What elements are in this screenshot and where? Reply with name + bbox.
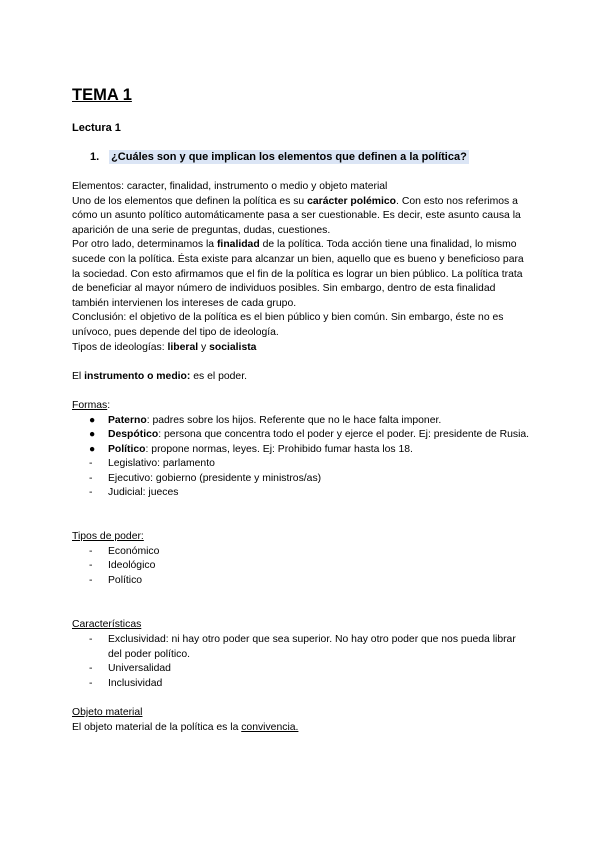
question-number: 1.	[90, 151, 100, 163]
dash-marker: -	[89, 574, 93, 586]
question-text: ¿Cuáles son y que implican los elementos que definen a la política?	[111, 151, 467, 163]
term-liberal: liberal	[167, 341, 199, 353]
term-finalidad: finalidad	[216, 239, 260, 251]
formas-list	[72, 414, 532, 502]
list-item: ● Despótico: persona que concentra todo el poder y ejerce el poder. Ej: presidente de Rusia.	[72, 428, 532, 443]
list-item: - Inclusividad	[72, 677, 532, 692]
tipos-poder-list	[72, 545, 532, 589]
bullet-marker: ●	[89, 414, 96, 426]
spacer	[72, 501, 532, 530]
conclusion-paragraph: Conclusión: el objetivo de la política es el bien público y bien común. Sin embargo, éste no es unívoco, pues depende del tipo de ideología.	[72, 312, 504, 338]
bullet-marker: ●	[89, 429, 96, 441]
objeto-line: El objeto material de la política es la convivencia.	[72, 721, 299, 733]
list-item: - Exclusividad: ni hay otro poder que sea superior. No hay otro poder que nos pueda librar del poder político.	[89, 634, 516, 660]
dash-marker: -	[89, 472, 93, 484]
dash-marker: -	[89, 560, 93, 572]
term-instrumento: instrumento o medio:	[84, 370, 191, 382]
list-item: - Legislativo: parlamento	[72, 457, 532, 472]
list-item: - Judicial: jueces	[72, 486, 532, 501]
list-item: - Universalidad	[72, 662, 532, 677]
page-title: TEMA 1	[72, 86, 132, 104]
section-subtitle: Lectura 1	[72, 122, 121, 134]
term-caracter-polemico: carácter polémico	[307, 195, 397, 207]
list-item: - Político	[72, 574, 532, 589]
instrumento-line: El instrumento o medio: es el poder.	[72, 370, 247, 382]
dash-marker: -	[89, 677, 93, 689]
document-body	[72, 180, 532, 735]
spacer	[72, 691, 532, 706]
dash-marker: -	[89, 487, 93, 499]
dash-marker: -	[89, 458, 93, 470]
dash-marker: -	[89, 663, 93, 675]
list-item: ● Paterno: padres sobre los hijos. Referente que no le hace falta imponer.	[72, 414, 532, 429]
dash-marker: -	[89, 545, 93, 557]
list-item: - Ejecutivo: gobierno (presidente y ministros/as)	[72, 472, 532, 487]
spacer	[72, 588, 532, 618]
elementos-line: Elementos: caracter, finalidad, instrumento o medio y objeto material	[72, 181, 388, 192]
bullet-marker: ●	[89, 443, 96, 455]
spacer	[72, 384, 532, 399]
caracteristicas-list	[72, 633, 532, 691]
paragraph-finalidad: Por otro lado, determinamos la finalidad de la política. Toda acción tiene una finalidad, lo mismo sucede con la política. Ésta existe para alcanzar un bien, aquello que es bueno y beneficioso para la sociedad. Con esto afirmamos que el fin de la política es lograr un bien público. La política trata de beneficiar al mayor número de individuos posibles. Sin embargo, dentro de esta finalidad también intervienen los intereses de cada grupo.	[72, 239, 524, 309]
question-heading	[90, 151, 469, 163]
tipos-poder-heading: Tipos de poder:	[72, 531, 144, 543]
list-item: ● Político: propone normas, leyes. Ej: Prohibido fumar hasta los 18.	[72, 443, 532, 458]
list-item: - Ideológico	[72, 559, 532, 574]
spacer	[72, 355, 532, 370]
term-socialista: socialista	[209, 341, 257, 353]
objeto-heading: Objeto material	[72, 707, 143, 718]
caracteristicas-heading: Características	[72, 619, 142, 631]
paragraph-caracter: Uno de los elementos que definen la política es su carácter polémico. Con esto nos referimos a cómo un asunto político automáticamente pasa a ser cuestionable. Es decir, este asunto causa la aparición de una serie de preguntas, dudas, cuestiones.	[72, 195, 521, 236]
list-item: - Económico	[72, 545, 532, 560]
formas-heading: Formas:	[72, 399, 111, 411]
term-convivencia: convivencia.	[241, 721, 299, 733]
dash-marker: -	[89, 634, 93, 646]
ideologias-line: Tipos de ideologías: liberal y socialista	[72, 341, 257, 353]
